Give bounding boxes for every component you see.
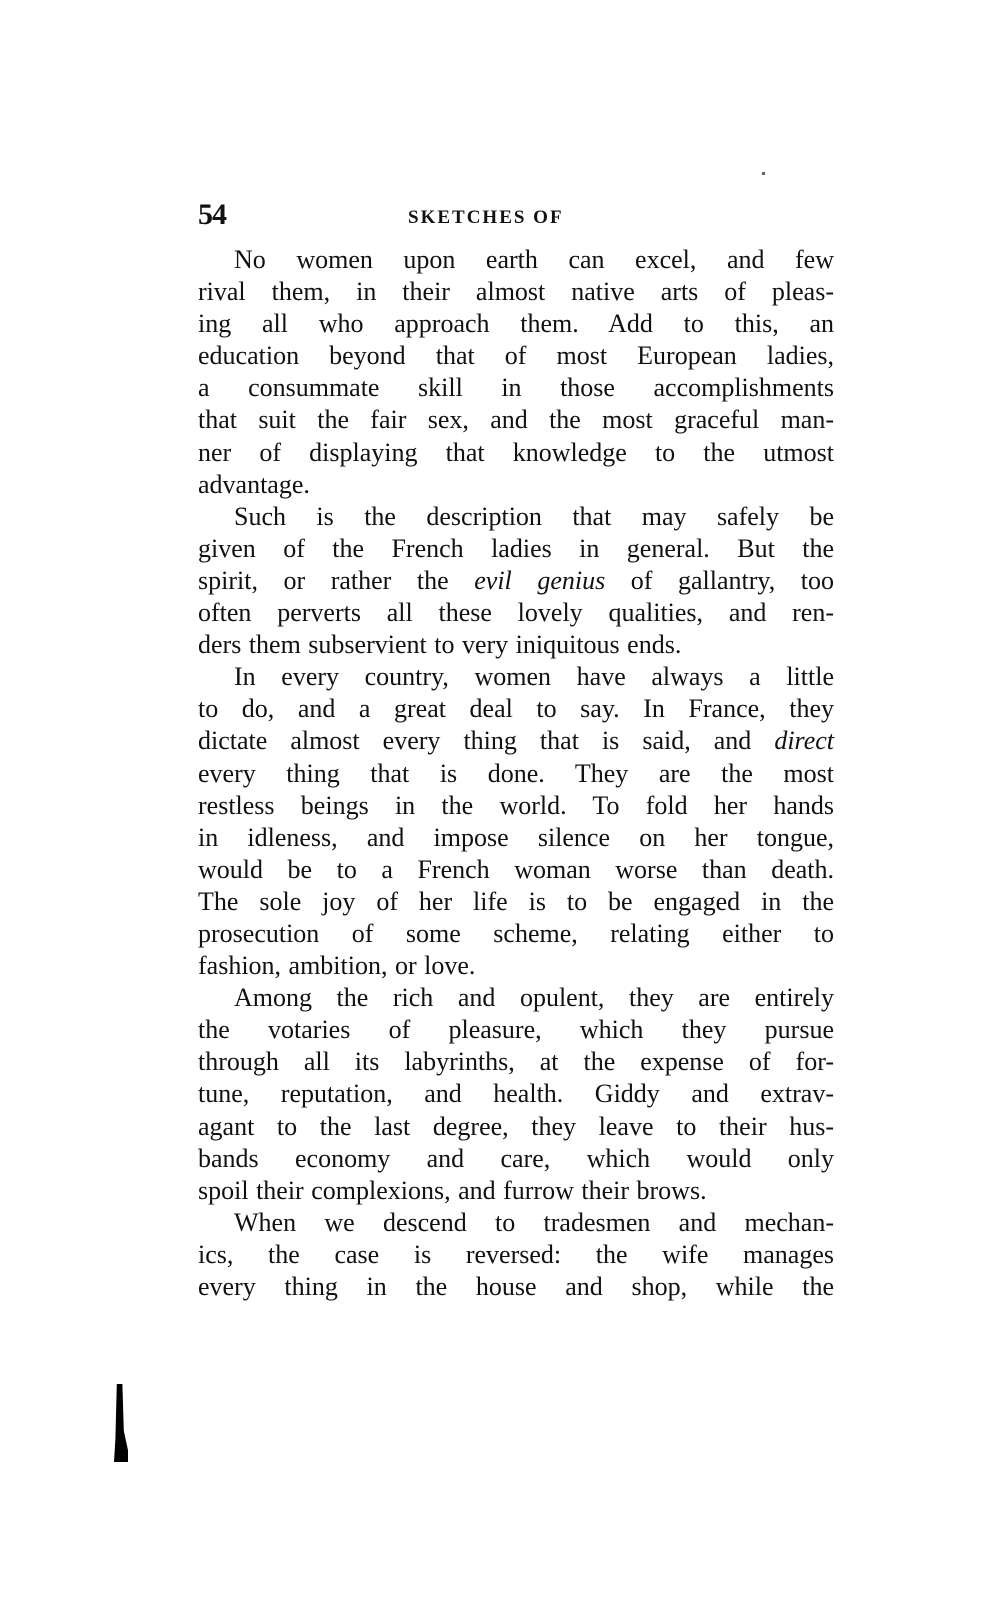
text-line: would be to a French woman worse than death.	[198, 854, 834, 884]
page-number: 54	[198, 198, 226, 231]
text-line: through all its labyrinths, at the expense of for-	[198, 1047, 834, 1077]
running-head: SKETCHES OF	[408, 207, 564, 228]
page-header	[198, 198, 838, 238]
text-line-with-italic	[198, 565, 834, 597]
text-line: prosecution of some scheme, relating either to	[198, 918, 834, 948]
text-line: that suit the fair sex, and the most graceful man-	[198, 405, 834, 435]
text-line: in idleness, and impose silence on her tongue,	[198, 822, 834, 852]
scan-speck	[762, 172, 765, 175]
paragraph-1	[198, 244, 834, 501]
text-line: often perverts all these lovely qualities, and ren-	[198, 598, 834, 628]
text-line: The sole joy of her life is to be engaged in the	[198, 886, 834, 916]
text-line: tune, reputation, and health. Giddy and extrav-	[198, 1079, 834, 1109]
text-line: bands economy and care, which would only	[198, 1143, 834, 1173]
text-line: rival them, in their almost native arts of pleas-	[198, 277, 834, 307]
paragraph-2	[198, 501, 834, 661]
text-fragment: dictate almost every thing that is said, and	[198, 726, 775, 756]
text-line: ders them subservient to very iniquitous ends.	[198, 630, 682, 660]
text-line-with-italic	[198, 725, 834, 757]
text-line: the votaries of pleasure, which they pursue	[198, 1015, 834, 1045]
scan-edge-mark	[114, 1384, 128, 1462]
text-fragment: of gallantry, too	[605, 565, 834, 595]
text-line: spoil their complexions, and furrow their brows.	[198, 1175, 707, 1205]
text-line: In every country, women have always a little	[234, 662, 834, 692]
body-text	[198, 244, 834, 1303]
text-line: a consummate skill in those accomplishments	[198, 373, 834, 403]
text-line: ner of displaying that knowledge to the utmost	[198, 437, 834, 467]
text-line: agant to the last degree, they leave to their hus-	[198, 1111, 834, 1141]
italic-phrase: evil genius	[474, 565, 606, 595]
text-line: every thing that is done. They are the most	[198, 758, 834, 788]
text-fragment: spirit, or rather the	[198, 565, 475, 595]
text-line: every thing in the house and shop, while the	[198, 1272, 834, 1301]
paragraph-5	[198, 1207, 834, 1303]
text-line: No women upon earth can excel, and few	[234, 245, 834, 274]
text-line: Among the rich and opulent, they are entirely	[234, 983, 834, 1013]
italic-word: direct	[774, 726, 834, 756]
text-line: ing all who approach them. Add to this, an	[198, 309, 834, 339]
paragraph-3	[198, 661, 834, 982]
text-line: fashion, ambition, or love.	[198, 951, 476, 981]
text-line: Such is the description that may safely be	[234, 501, 834, 531]
text-line: given of the French ladies in general. But the	[198, 533, 834, 563]
text-line: to do, and a great deal to say. In France, they	[198, 694, 834, 724]
text-line: restless beings in the world. To fold her hands	[198, 790, 834, 820]
paragraph-4	[198, 982, 834, 1207]
text-line: education beyond that of most European ladies,	[198, 341, 834, 371]
text-line: When we descend to tradesmen and mechan-	[234, 1207, 834, 1237]
text-line: advantage.	[198, 469, 310, 499]
text-line: ics, the case is reversed: the wife manages	[198, 1239, 834, 1269]
